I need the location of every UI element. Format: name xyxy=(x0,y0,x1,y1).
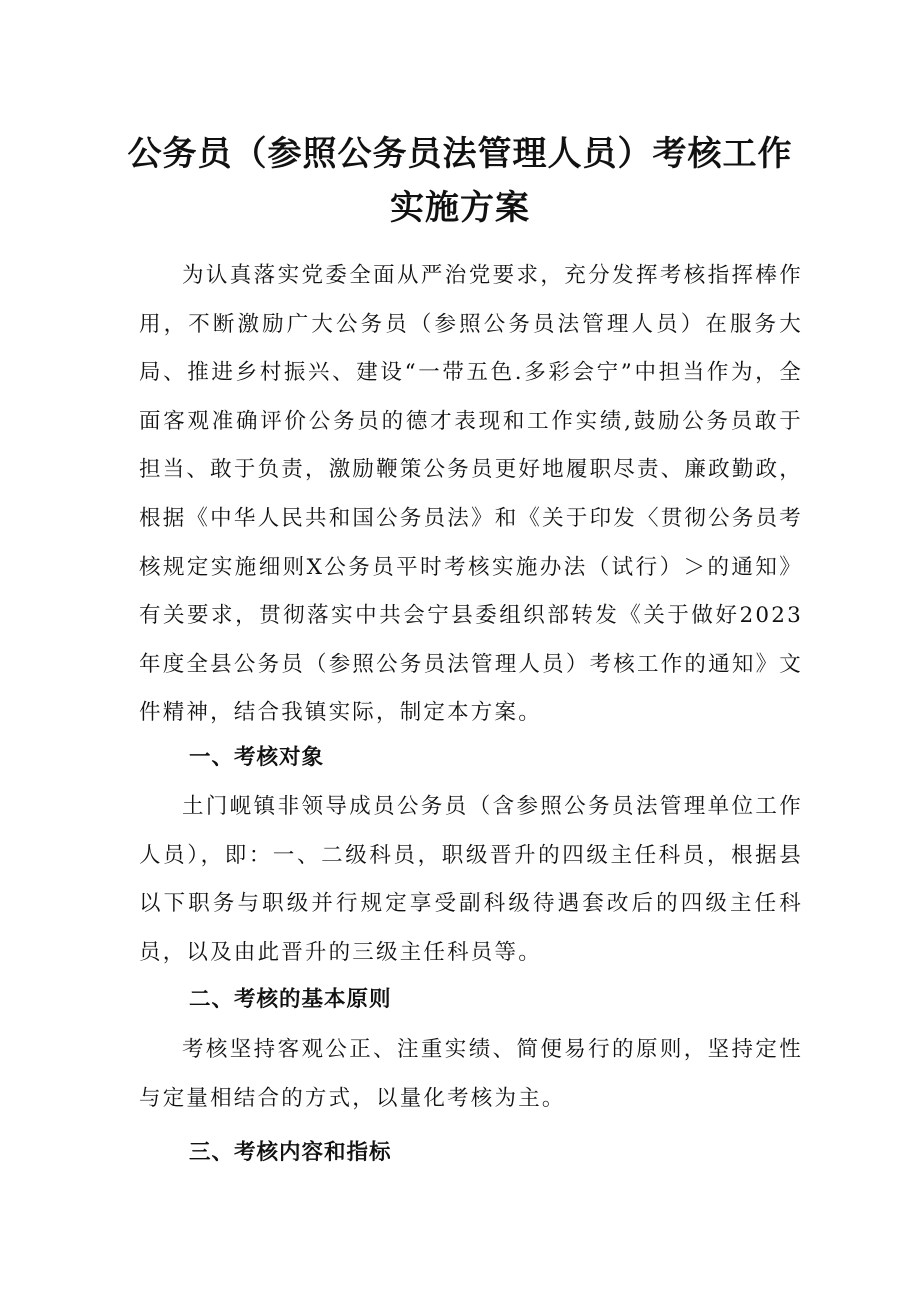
document-title: 公务员（参照公务员法管理人员）考核工作实施方案 xyxy=(127,134,793,228)
section-heading-content-and-indicators: 三、考核内容和指标 xyxy=(189,1140,392,1165)
section-heading-assessment-targets: 一、考核对象 xyxy=(189,745,325,770)
section-paragraph-assessment-targets: 土门岘镇非领导成员公务员（含参照公务员法管理单位工作人员），即：一、二级科员，职级晋升的四级主任科员，根据县以下职务与职级并行规定享受副科级待遇套改后的四级主任科员，以及由此晋升的三级主任科员等。 xyxy=(139,794,803,965)
section-heading-basic-principles: 二、考核的基本原则 xyxy=(189,987,392,1012)
intro-paragraph: 为认真落实党委全面从严治党要求，充分发挥考核指挥棒作用，不断激励广大公务员（参照公务员法管理人员）在服务大局、推进乡村振兴、建设“一带五色.多彩会宁”中担当作为，全面客观准确评价公务员的德才表现和工作实绩,鼓励公务员敢于担当、敢于负责，激励鞭策公务员更好地履职尽责、廉政勤政，根据《中华人民共和国公务员法》和《关于印发〈贯彻公务员考核规定实施细则X公务员平时考核实施办法（试行）＞的通知》有关要求，贯彻落实中共会宁县委组织部转发《关于做好2023年度全县公务员（参照公务员法管理人员）考核工作的通知》文件精神，结合我镇实际，制定本方案。 xyxy=(139,263,803,726)
section-paragraph-basic-principles: 考核坚持客观公正、注重实绩、简便易行的原则，坚持定性与定量相结合的方式，以量化考核为主。 xyxy=(139,1037,803,1111)
